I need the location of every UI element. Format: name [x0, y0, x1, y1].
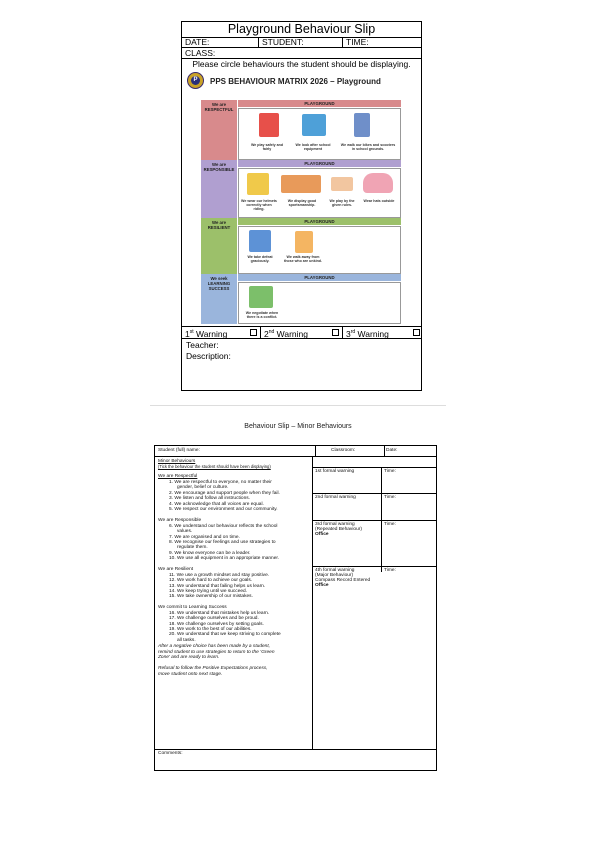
caption: We wear our helmets correctly when riding.	[241, 199, 277, 211]
caption: We walk away from those who are unkind.	[284, 255, 322, 263]
matrix-body-responsible	[238, 168, 401, 218]
instruction-text: Please circle behaviours the student should be displaying.	[192, 59, 411, 69]
behaviour-item: 6. We understand our behaviour reflects the school	[169, 524, 278, 529]
class-label: CLASS:	[185, 48, 216, 58]
page-separator	[150, 405, 446, 406]
teacher-label: Teacher:	[186, 340, 219, 350]
student-name-label: Student (full) name:	[158, 448, 200, 453]
behaviour-item: regulate them.	[177, 545, 208, 550]
minor-behaviours-slip	[154, 445, 437, 771]
behaviour-item: 3. We listen and follow all instructions.	[169, 496, 250, 501]
classroom-label: Classroom:	[331, 448, 356, 453]
matrix-body-resilient	[238, 226, 401, 274]
caption: We look after school equipment	[295, 143, 331, 151]
warning-3-checkbox[interactable]	[413, 329, 420, 336]
behaviour-item: 4. We acknowledge that all voices are equal.	[169, 502, 264, 507]
behaviour-item: 17. We challenge ourselves and be proud.	[169, 616, 259, 621]
refusal-note-line: Refusal to follow the Positive Expectations process,	[158, 666, 268, 671]
matrix-left-resilient: We are RESILIENT	[201, 218, 237, 274]
school-logo	[187, 72, 204, 89]
minor-behaviours-title: Minor Behaviours	[158, 459, 196, 464]
respectful-heading: We are Respectful	[158, 474, 198, 479]
resilient-heading: We are Resilient	[158, 567, 194, 572]
behaviour-item: 20. We understand that we keep striving to complete	[169, 632, 281, 637]
caption: We negotiate when there is a conflict.	[245, 311, 279, 319]
warning-3-label: 3rd Warning	[346, 328, 389, 339]
matrix-head: PLAYGROUND	[238, 100, 401, 107]
responsible-heading: We are Responsible	[158, 518, 202, 523]
warning-2-checkbox[interactable]	[332, 329, 339, 336]
matrix-head: PLAYGROUND	[238, 218, 401, 225]
behaviour-item: 8. We recognise our feelings and use strategies to	[169, 540, 276, 545]
refusal-note-line: move student onto next stage.	[158, 672, 223, 677]
warning-2-label: 2nd Warning	[264, 328, 308, 339]
caption: We play by the given rules.	[329, 199, 355, 207]
behaviour-item: 11. We use a growth mindset and stay positive.	[169, 573, 270, 578]
time-label: TIME:	[346, 37, 369, 47]
playground-behaviour-slip	[181, 21, 422, 391]
behaviour-item: 7. We are organised and on time.	[169, 535, 240, 540]
minor-behaviours-heading: Behaviour Slip – Minor Behaviours	[244, 423, 352, 430]
scooter-picture	[354, 113, 370, 137]
matrix-head: PLAYGROUND	[238, 274, 401, 281]
time-label: Time:	[384, 495, 396, 500]
behaviour-item: values.	[177, 529, 193, 534]
matrix-title: PPS BEHAVIOUR MATRIX 2026 – Playground	[210, 77, 381, 86]
warn-3-sub: (Repeated Behaviour)	[315, 527, 362, 532]
matrix-left-learning: We seek LEARNING SUCCESS	[201, 274, 237, 324]
behaviour-item: 5. We respect our environment and our community.	[169, 507, 278, 512]
caption: Wear hats outside	[363, 199, 395, 203]
learning-heading: We commit to Learning Success	[158, 605, 227, 610]
time-label: Time:	[384, 469, 396, 474]
warn-4-sub: (Major Behaviour)	[315, 573, 354, 578]
warning-row	[182, 326, 421, 339]
behaviour-item: 18. We challenge ourselves by setting goals.	[169, 622, 264, 627]
hat-picture	[363, 173, 393, 193]
defeat-picture	[249, 230, 271, 252]
student-label: STUDENT:	[262, 37, 304, 47]
matrix-body-respectful	[238, 108, 401, 160]
matrix-left-responsible: We are RESPONSIBLE	[201, 160, 237, 218]
handshake-picture	[331, 177, 353, 191]
date-student-time-row	[182, 37, 421, 48]
warning-1-checkbox[interactable]	[250, 329, 257, 336]
tick-note: (Tick the behaviour the student should have been displaying)	[158, 464, 271, 469]
matrix-left-respectful: We are RESPECTFUL	[201, 100, 237, 160]
date-label: Date:	[386, 448, 398, 453]
behaviour-item: 10. We use all equipment in an appropriate manner.	[169, 556, 280, 561]
behaviour-item: 2. We encourage and support people when they fail.	[169, 491, 280, 496]
negotiate-picture	[249, 286, 273, 308]
behaviour-item: 12. We work hard to achieve our goals.	[169, 578, 253, 583]
warn-4-office: Office	[315, 583, 329, 588]
behaviour-item: 14. We keep trying until we succeed.	[169, 589, 248, 594]
time-label: Time:	[384, 568, 396, 573]
logo-letter: P	[191, 76, 200, 85]
italic-note-line: remind student to use strategies to return to the ‘Green	[158, 650, 275, 655]
slide-picture	[259, 113, 279, 137]
caption: We take defeat graciously.	[247, 255, 273, 263]
warn-3-label: 3rd formal warning	[315, 522, 355, 527]
italic-note-line: Zone’ and are ready to learn.	[158, 655, 220, 660]
sportsmanship-picture	[281, 175, 321, 193]
caption: We walk our bikes and scooters in school grounds.	[340, 143, 396, 151]
matrix-body-learning	[238, 282, 401, 324]
warn-4-compass: Compass Record Entered	[315, 578, 371, 583]
warn-4-label: 4th formal warning	[315, 568, 355, 573]
warn-1-label: 1st formal warning	[315, 469, 355, 474]
behaviour-item: 13. We understand that failing helps us learn.	[169, 584, 266, 589]
time-label: Time:	[384, 522, 396, 527]
slip-title: Playground Behaviour Slip	[182, 22, 421, 38]
class-row	[182, 48, 421, 59]
description-label: Description:	[186, 351, 231, 361]
behaviour-item: 15. We take ownership of our mistakes.	[169, 594, 253, 599]
warn-2-label: 2nd formal warning	[315, 495, 356, 500]
equipment-picture	[302, 114, 326, 136]
behaviour-item: 9. We know everyone can be a leader.	[169, 551, 251, 556]
behaviour-item: 19. We work to the best of our abilities.	[169, 627, 252, 632]
behaviour-item: all tasks.	[177, 638, 196, 643]
italic-note-line: After a negative choice has been made by a student,	[158, 644, 271, 649]
warn-3-office: Office	[315, 532, 329, 537]
matrix-head: PLAYGROUND	[238, 160, 401, 167]
walk-away-picture	[295, 231, 313, 253]
behaviour-item: 1. We are respectful to everyone, no matter their	[169, 480, 272, 485]
warning-1-label: 1st Warning	[185, 328, 228, 339]
behaviour-item: gender, belief or culture.	[177, 485, 229, 490]
caption: We play safely and fairly	[250, 143, 284, 151]
caption: We display good sportsmanship.	[287, 199, 317, 207]
behaviour-item: 16. We understand that mistakes help us learn.	[169, 611, 270, 616]
helmet-picture	[247, 173, 269, 195]
date-label: DATE:	[185, 37, 210, 47]
comments-label: Comments:	[158, 751, 183, 756]
